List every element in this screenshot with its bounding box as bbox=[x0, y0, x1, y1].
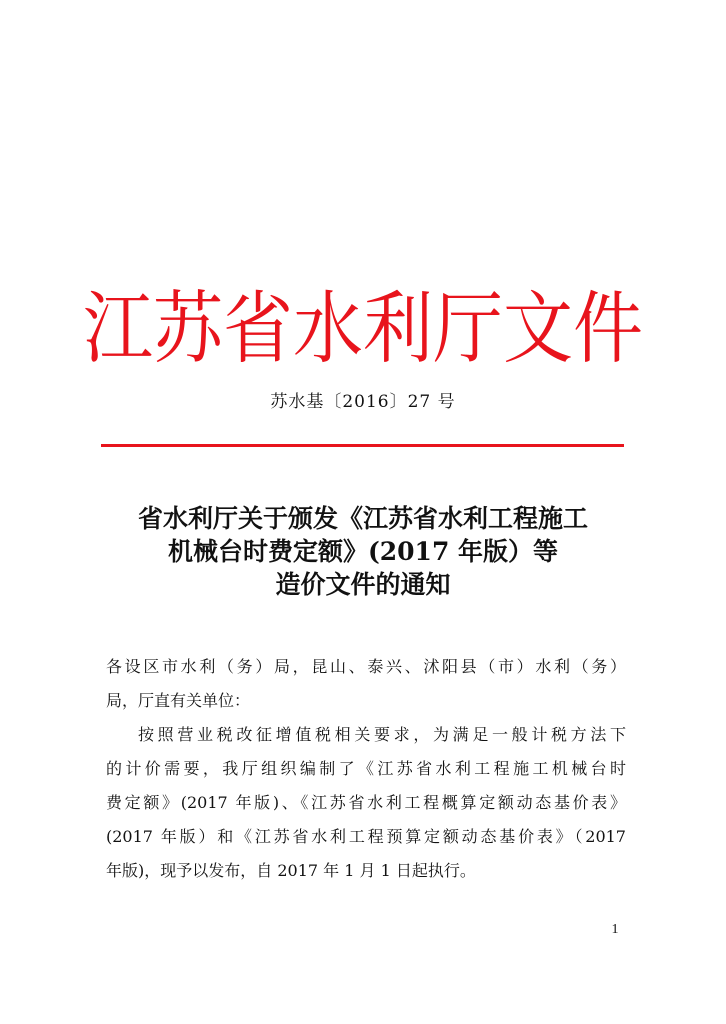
document-number: 苏水基〔2016〕27 号 bbox=[270, 392, 456, 412]
notice-heading bbox=[0, 502, 726, 601]
body-line-5: 年版)，现予以发布，自 2017 年 1 月 1 日起执行。 bbox=[106, 861, 476, 880]
heading-line-3: 造价文件的通知 bbox=[275, 570, 451, 599]
body-line-2: 的计价需要，我厅组织编制了《江苏省水利工程施工机械台时 bbox=[106, 759, 626, 778]
body-line-4: (2017 年版）和《江苏省水利工程预算定额动态基价表》（2017 bbox=[106, 827, 626, 846]
heading-line-2: 机械台时费定额》(2017 年版）等 bbox=[167, 537, 559, 566]
heading-line-1: 省水利厅关于颁发《江苏省水利工程施工 bbox=[137, 504, 588, 533]
addressee-line-2: 局，厅直有关单位： bbox=[106, 691, 251, 710]
issuing-organization-title: 江苏省水利厅文件 bbox=[83, 282, 643, 375]
red-divider-line bbox=[101, 444, 624, 447]
body-line-1: 按照营业税改征增值税相关要求，为满足一般计税方法下 bbox=[138, 725, 626, 744]
notice-body bbox=[106, 650, 626, 888]
addressee-line-1: 各设区市水利（务）局，昆山、泰兴、沭阳县（市）水利（务） bbox=[106, 657, 626, 676]
page-number: 1 bbox=[611, 922, 619, 937]
body-line-3: 费定额》(2017 年版)、《江苏省水利工程概算定额动态基价表》 bbox=[106, 793, 626, 812]
